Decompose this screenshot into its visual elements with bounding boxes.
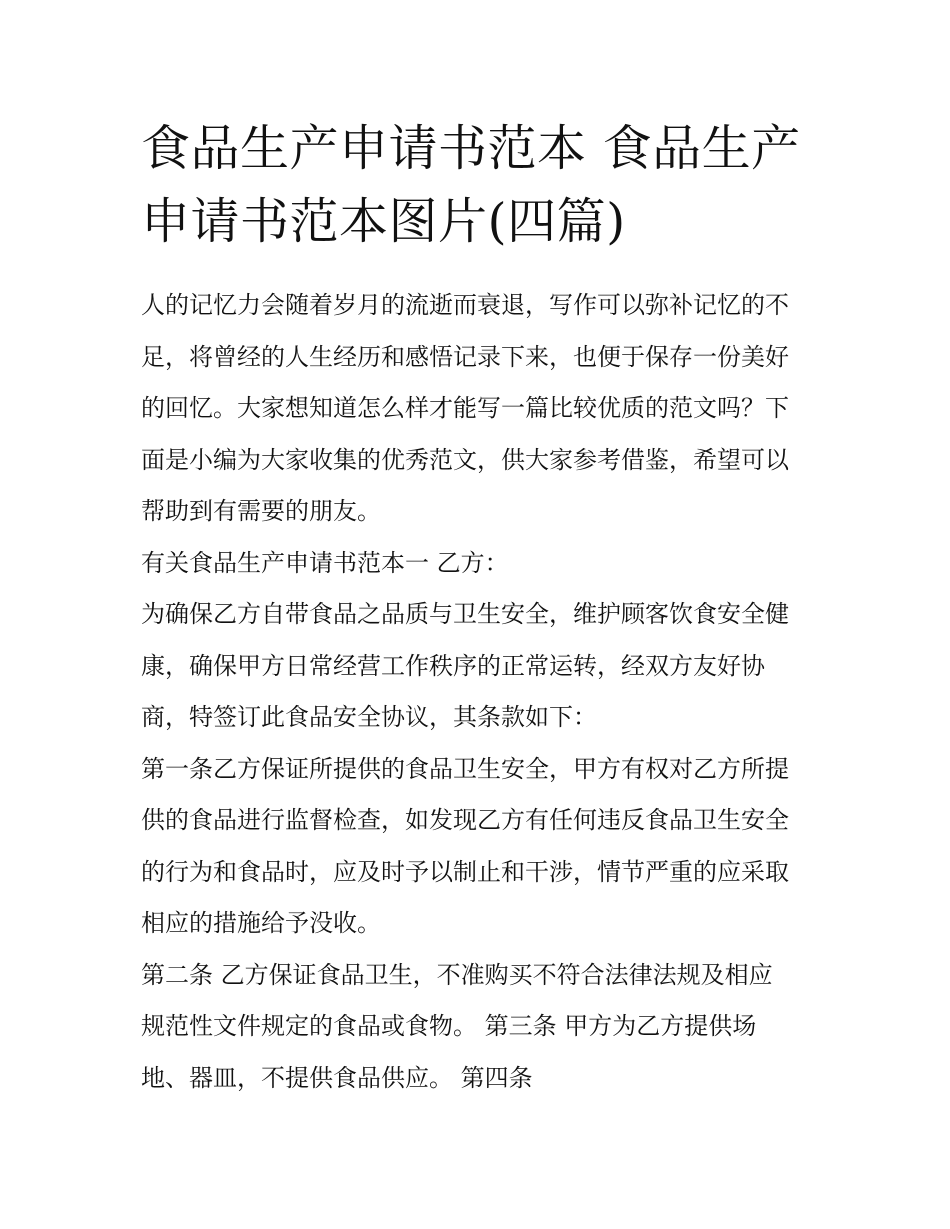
body-line: 的回忆。大家想知道怎么样才能写一篇比较优质的范文吗？下 — [141, 394, 789, 422]
body-line: 康，确保甲方日常经营工作秩序的正常运转，经双方友好协 — [141, 651, 765, 680]
body-line: 为确保乙方自带食品之品质与卫生安全，维护顾客饮食安全健 — [141, 600, 789, 628]
clause-line: 第二条 乙方保证食品卫生，不准购买不符合法律法规及相应 — [141, 960, 773, 989]
clause-line: 地、器皿，不提供食品供应。 第四条 — [141, 1063, 533, 1092]
clause-line: 的行为和食品时，应及时予以制止和干涉，情节严重的应采取 — [141, 857, 789, 886]
body-line: 商，特签订此食品安全协议，其条款如下： — [141, 703, 597, 731]
clause-line: 第一条乙方保证所提供的食品卫生安全，甲方有权对乙方所提 — [141, 754, 789, 783]
body-line: 面是小编为大家收集的优秀范文，供大家参考借鉴，希望可以 — [141, 445, 789, 474]
document-title — [141, 112, 821, 258]
clause-line: 规范性文件规定的食品或食物。 第三条 甲方为乙方提供场 — [141, 1012, 757, 1040]
title-line: 申请书范本图片(四篇) — [141, 193, 626, 250]
section-heading: 有关食品生产申请书范本一 乙方： — [141, 548, 509, 577]
title-line: 食品生产申请书范本 食品生产 — [141, 120, 801, 177]
body-line: 帮助到有需要的朋友。 — [141, 497, 381, 525]
body-line: 足，将曾经的人生经历和感悟记录下来，也便于保存一份美好 — [141, 342, 789, 371]
clause-line: 供的食品进行监督检查，如发现乙方有任何违反食品卫生安全 — [141, 806, 789, 834]
body-line: 人的记忆力会随着岁月的流逝而衰退，写作可以弥补记忆的不 — [141, 291, 789, 319]
clause-line: 相应的措施给予没收。 — [141, 909, 381, 937]
document-body — [141, 280, 821, 1104]
